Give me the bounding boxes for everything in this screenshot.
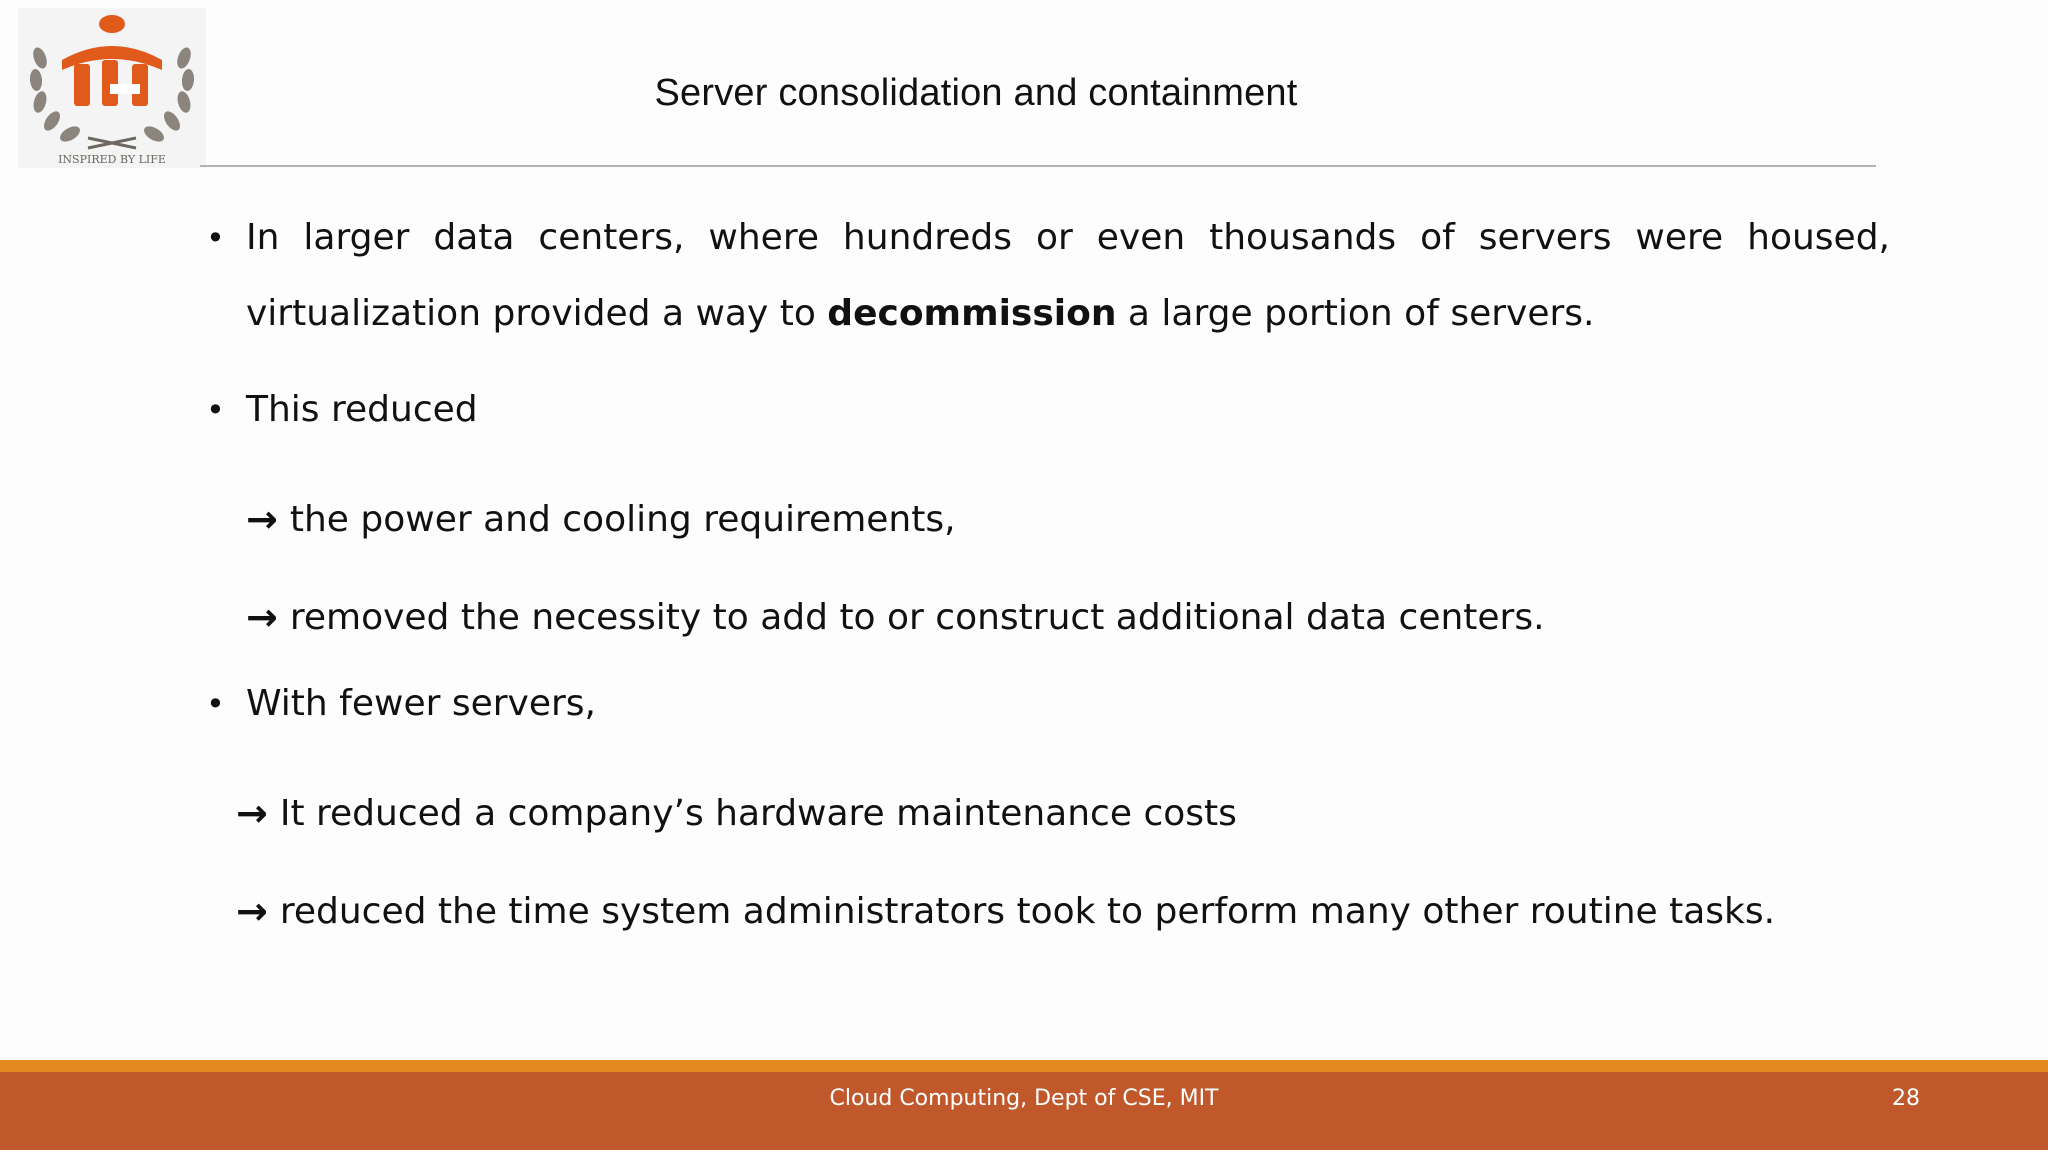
- title-divider: [200, 165, 1876, 167]
- arrow-right-icon: →: [246, 497, 278, 541]
- arrow-right-icon: →: [236, 889, 268, 933]
- bullet-dot: •: [206, 219, 225, 257]
- footer-band: [0, 1072, 2048, 1150]
- sub-item: [206, 764, 1890, 862]
- arrow-right-icon: →: [236, 791, 268, 835]
- bullet-text: [246, 200, 1890, 352]
- sub-item-text: reduced the time system administrators took to perform many other routine tasks.: [279, 890, 1776, 932]
- bullet-dot: •: [206, 685, 225, 723]
- arrow-right-icon: →: [246, 595, 278, 639]
- mit-logo: [18, 8, 206, 168]
- sub-item: [206, 470, 1890, 568]
- bullet-text: With fewer servers,: [246, 683, 596, 724]
- logo-text: INSPIRED BY LIFE: [58, 153, 166, 166]
- bullet-dot: •: [206, 391, 225, 429]
- mit-logo-icon: [18, 8, 206, 168]
- slide-title: Server consolidation and containment: [654, 72, 1298, 114]
- bullet-item: [206, 200, 1890, 352]
- bullet-text-bold: decommission: [827, 293, 1117, 334]
- slide-body: [206, 200, 1890, 960]
- bullet-text: This reduced: [246, 389, 478, 430]
- sub-item: [206, 862, 1890, 960]
- sub-item: [206, 568, 1890, 666]
- footer-text: Cloud Computing, Dept of CSE, MIT: [829, 1086, 1219, 1111]
- footer-accent-bar: [0, 1060, 2048, 1072]
- bullet-item: [206, 666, 1890, 764]
- bullet-item: [206, 372, 1890, 470]
- sub-item-text: removed the necessity to add to or construct additional data centers.: [289, 596, 1545, 638]
- sub-item-text: the power and cooling requirements,: [289, 498, 956, 540]
- page-number: 28: [1892, 1086, 1920, 1111]
- bullet-text-part: a large portion of servers.: [1116, 293, 1595, 334]
- sub-item-text: It reduced a company’s hardware maintenance costs: [279, 792, 1237, 834]
- bullet-text-part: In larger data centers, where hundreds or even thousands of servers were housed, virtualization provided a way to: [246, 217, 1890, 334]
